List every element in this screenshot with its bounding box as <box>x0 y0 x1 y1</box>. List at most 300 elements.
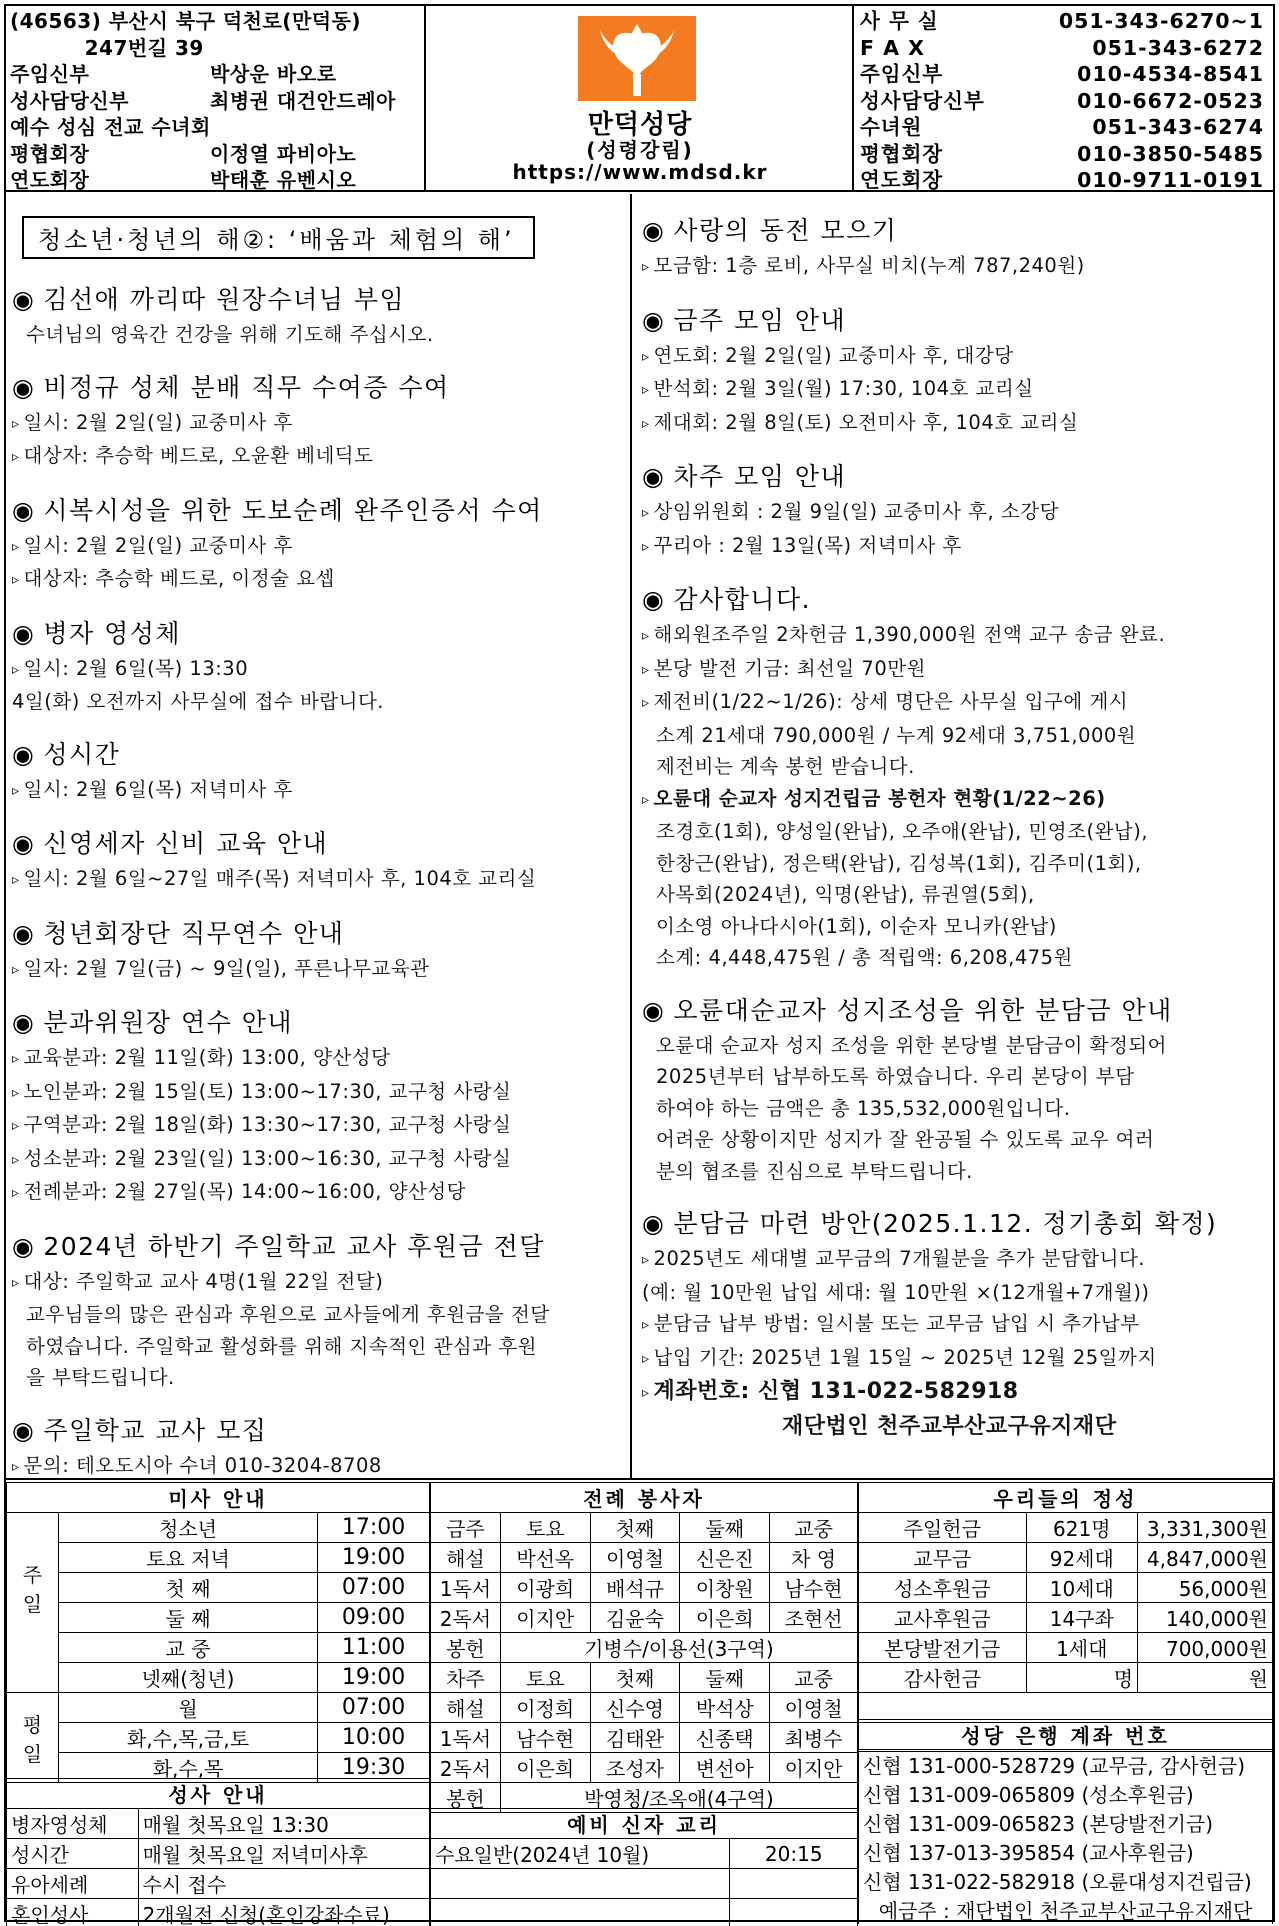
notice-section <box>642 992 1273 1198</box>
mass-name: 화,수,목 <box>58 1753 317 1783</box>
section-line <box>12 407 630 441</box>
liturgy-cell: 1독서 <box>431 1573 501 1603</box>
line-text: 문의: 테오도시아 수녀 010-3204-8708 <box>23 1453 382 1477</box>
blank-cell <box>431 1898 730 1926</box>
notice-section <box>12 1228 630 1404</box>
liturgy-cell: 둘째 <box>680 1513 770 1543</box>
line-text: (예: 월 10만원 납입 세대: 월 10만원 ×(12개월+7개월)) <box>642 1280 1150 1304</box>
offering-count: 14구좌 <box>1026 1603 1138 1633</box>
header-left-info <box>6 6 426 192</box>
triangle-right-icon: ▹ <box>12 782 20 799</box>
triangle-right-icon: ▹ <box>12 1151 20 1168</box>
liturgy-cell: 이지안 <box>770 1753 858 1783</box>
liturgy-cell: 토요 <box>500 1663 590 1693</box>
weekday-label: 평 일 <box>7 1693 59 1783</box>
section-title <box>642 458 1273 496</box>
section-gap <box>642 1444 1273 1454</box>
mass-row <box>7 1693 430 1723</box>
liturgy-cell: 2독서 <box>431 1603 501 1633</box>
mass-name: 월 <box>58 1693 317 1723</box>
section-gap <box>12 351 630 361</box>
sacrament-title: 성사 안내 <box>7 1779 430 1809</box>
liturgy-cell: 변선아 <box>680 1753 770 1783</box>
section-gap <box>12 1210 630 1220</box>
contact-label: 주임신부 <box>860 62 944 86</box>
notice-section <box>642 581 1273 984</box>
section-title-text: 금주 모임 안내 <box>673 305 847 335</box>
liturgy-cell: 조현선 <box>770 1603 858 1633</box>
contact-label: F A X <box>860 35 925 60</box>
mass-row <box>7 1543 430 1573</box>
section-line <box>642 496 1273 530</box>
notice-section <box>12 281 630 361</box>
section-gap <box>642 1187 1273 1197</box>
blank-cell <box>431 1869 730 1899</box>
section-title <box>12 615 630 653</box>
header-info-row <box>10 114 424 141</box>
section-line <box>12 1450 630 1481</box>
header-info-row <box>10 141 424 168</box>
sacrament-detail: 매월 첫목요일 13:30 <box>138 1809 429 1839</box>
section-line <box>642 879 1273 911</box>
mass-time: 19:30 <box>318 1753 430 1783</box>
line-text: 일자: 2월 7일(금) ~ 9일(일), 푸른나무교육관 <box>23 956 430 980</box>
line-text: 하여야 하는 금액은 총 135,532,000원입니다. <box>656 1096 1071 1120</box>
section-title-text: 신영세자 신비 교육 안내 <box>43 829 329 858</box>
notice-section <box>12 1412 630 1481</box>
sacrament-row <box>7 1899 430 1926</box>
offering-category: 교무금 <box>859 1543 1027 1573</box>
bank-row <box>859 1808 1273 1837</box>
section-line <box>642 530 1273 564</box>
sunday-label: 주 일 <box>7 1513 59 1663</box>
section-line <box>12 1042 630 1076</box>
liturgy-table <box>430 1482 858 1813</box>
mass-row <box>7 1513 430 1543</box>
bank-account: 신협 131-022-582918 (오륜대성지건립금) <box>859 1866 1273 1895</box>
catechism-time: 20:15 <box>730 1839 858 1869</box>
catechism-table <box>430 1808 858 1926</box>
sacrament-name: 성시간 <box>7 1839 139 1869</box>
liturgy-cell: 이영철 <box>590 1543 680 1573</box>
mass-title: 미사 안내 <box>7 1483 430 1513</box>
header-info-row <box>10 61 424 88</box>
line-text: 전례분과: 2월 27일(목) 14:00~16:00, 양산성당 <box>23 1180 466 1203</box>
bulletin-body <box>6 194 1273 1480</box>
line-text: 대상자: 추승학 베드로, 이정술 요셉 <box>23 567 335 590</box>
contact-phone: 010-9711-0191 <box>1077 168 1264 192</box>
circled-dot-icon: ◉ <box>12 739 36 769</box>
liturgy-cell: 둘째 <box>680 1663 770 1693</box>
offering-category: 본당발전기금 <box>859 1633 1027 1663</box>
bank-header-row <box>859 1720 1273 1750</box>
line-text: 재단법인 천주교부산교구유지재단 <box>782 1414 1117 1439</box>
section-title-text: 주일학교 교사 모집 <box>43 1415 268 1445</box>
circled-dot-icon: ◉ <box>12 918 36 948</box>
header-info-label: 연도회장 <box>10 168 90 192</box>
catechism-header-row <box>431 1809 858 1839</box>
line-text: 계좌번호: 신협 131-022-582918 <box>653 1379 1019 1404</box>
section-title-text: 김선애 까리따 원장수녀님 부임 <box>43 285 406 314</box>
contact-phone: 051-343-6270~1 <box>1058 9 1264 33</box>
offering-table <box>858 1482 1273 1752</box>
liturgy-cell: 신종택 <box>680 1723 770 1753</box>
mass-time: 07:00 <box>318 1693 430 1723</box>
line-text: 성소분과: 2월 23일(일) 13:00~16:30, 교구청 사랑실 <box>23 1146 512 1170</box>
notice-section <box>12 825 630 907</box>
section-line <box>642 373 1273 407</box>
mass-time: 19:00 <box>318 1543 430 1573</box>
liturgy-row <box>431 1633 858 1663</box>
liturgy-cell: 박석상 <box>680 1693 770 1723</box>
offering-category: 교사후원금 <box>859 1603 1027 1633</box>
mass-row <box>7 1723 430 1753</box>
offering-category: 성소후원금 <box>859 1573 1027 1603</box>
section-line <box>642 407 1273 441</box>
line-text: 수녀님의 영육간 건강을 위해 기도해 주십시오. <box>26 323 434 346</box>
line-text: 교우님들의 많은 관심과 후원으로 교사들에게 후원금을 전달 <box>26 1303 550 1326</box>
line-text: 어려운 상황이지만 성지가 잘 완공될 수 있도록 교우 여러 <box>656 1128 1155 1151</box>
offering-title: 우리들의 정성 <box>859 1483 1273 1513</box>
header-info-value: 박상운 바오로 <box>210 62 337 86</box>
sacrament-detail: 2개월전 신청(혼인강좌수료) <box>138 1899 429 1926</box>
section-title <box>12 736 630 774</box>
offering-row <box>859 1573 1273 1603</box>
liturgy-cell: 박영청/조옥애(4구역) <box>500 1783 857 1813</box>
section-title-text: 차주 모임 안내 <box>673 462 847 491</box>
section-title <box>642 581 1273 619</box>
sacrament-row <box>7 1869 430 1899</box>
triangle-right-icon: ▹ <box>12 415 20 432</box>
line-text: 을 부탁드립니다. <box>26 1366 175 1389</box>
triangle-right-icon: ▹ <box>642 538 650 555</box>
section-line <box>642 1093 1273 1125</box>
liturgy-cell: 봉헌 <box>431 1633 501 1663</box>
header-contact-row <box>860 167 1273 194</box>
circled-dot-icon: ◉ <box>12 618 36 648</box>
liturgy-cell: 2독서 <box>431 1753 501 1783</box>
parish-subtitle: (성령강림) <box>586 138 694 162</box>
offering-count: 1세대 <box>1026 1633 1138 1663</box>
circled-dot-icon: ◉ <box>12 829 36 858</box>
triangle-right-icon: ▹ <box>12 1458 20 1475</box>
triangle-right-icon: ▹ <box>642 1350 650 1367</box>
liturgy-cell: 토요 <box>500 1513 590 1543</box>
section-gap <box>12 1394 630 1404</box>
triangle-right-icon: ▹ <box>12 572 20 588</box>
liturgy-cell: 남수현 <box>500 1723 590 1753</box>
liturgy-cell: 박선옥 <box>500 1543 590 1573</box>
line-text: 일시: 2월 6일~27일 매주(목) 저녁미사 후, 104호 교리실 <box>23 867 537 890</box>
contact-phone: 051-343-6272 <box>1092 35 1264 60</box>
offering-row <box>859 1633 1273 1663</box>
offering-count: 10세대 <box>1026 1573 1138 1603</box>
header-info-value: 박태훈 유벤시오 <box>210 168 357 192</box>
mass-name: 둘 째 <box>58 1603 317 1633</box>
section-gap <box>642 563 1273 573</box>
section-title <box>642 1205 1273 1243</box>
line-text: 교육분과: 2월 11일(화) 13:00, 양산성당 <box>23 1046 391 1069</box>
line-text: 4일(화) 오전까지 사무실에 접수 바랍니다. <box>12 690 385 713</box>
mass-row <box>7 1603 430 1633</box>
line-text: 해외원조주일 2차헌금 1,390,000원 전액 교구 송금 완료. <box>653 623 1166 646</box>
section-title-text: 병자 영성체 <box>43 618 182 648</box>
offering-row <box>859 1603 1273 1633</box>
section-title-text: 오륜대순교자 성지조성을 위한 분담금 안내 <box>673 995 1173 1025</box>
catechism-title: 예비 신자 교리 <box>431 1809 858 1839</box>
liturgy-row <box>431 1693 858 1723</box>
parish-name: 만덕성당 <box>587 110 693 140</box>
mass-name: 첫 째 <box>58 1573 317 1603</box>
blank-cell <box>730 1869 858 1899</box>
section-line <box>642 1124 1273 1156</box>
section-title <box>12 281 630 319</box>
header-contact-row <box>860 141 1273 168</box>
section-line <box>642 720 1273 752</box>
liturgy-cell: 첫째 <box>590 1663 680 1693</box>
section-line <box>642 250 1273 284</box>
header-info-label: 예수 성심 전교 수녀회 <box>10 115 211 139</box>
liturgy-cell: 이정희 <box>500 1693 590 1723</box>
header-info-label: 247번길 39 <box>10 35 204 60</box>
bank-title: 성당 은행 계좌 번호 <box>859 1720 1273 1750</box>
offering-amount: 700,000원 <box>1138 1633 1273 1663</box>
triangle-right-icon: ▹ <box>12 1185 20 1201</box>
catechism-blank-row <box>431 1898 858 1926</box>
liturgy-cell: 교중 <box>770 1513 858 1543</box>
bank-account-table <box>858 1719 1273 1924</box>
section-title <box>12 825 630 863</box>
header-info-row <box>10 8 424 35</box>
circled-dot-icon: ◉ <box>642 305 666 335</box>
mass-row <box>7 1633 430 1663</box>
notice-section <box>12 736 630 818</box>
catechism-class: 수요일반(2024년 10월) <box>431 1839 730 1869</box>
mass-time: 11:00 <box>318 1633 430 1663</box>
header-info-label: (46563) 부산시 북구 덕천로(만덕동) <box>10 9 362 33</box>
header-contact-row <box>860 114 1273 141</box>
line-text: 일시: 2월 6일(목) 저녁미사 후 <box>23 777 293 801</box>
triangle-right-icon: ▹ <box>12 661 20 678</box>
mass-name: 토요 저녁 <box>58 1543 317 1573</box>
header-info-value: 이정열 파비아노 <box>210 141 357 166</box>
bank-account: 신협 137-013-395854 (교사후원금) <box>859 1837 1273 1866</box>
offering-row <box>859 1663 1273 1693</box>
bank-row <box>859 1750 1273 1780</box>
offering-amount: 원 <box>1138 1663 1273 1693</box>
section-title-text: 비정규 성체 분배 직무 수여증 수여 <box>43 372 450 402</box>
offering-blank-row <box>859 1693 1273 1723</box>
section-gap <box>12 474 630 484</box>
liturgy-cell: 교중 <box>770 1663 858 1693</box>
header-info-label: 평협회장 <box>10 141 90 166</box>
notice-section <box>642 302 1273 451</box>
notice-section <box>12 615 630 728</box>
line-text: 대상자: 추승학 베드로, 오윤환 베네딕도 <box>23 444 374 467</box>
section-line <box>12 440 630 474</box>
catechism-row <box>431 1839 858 1869</box>
line-text: 소계: 4,448,475원 / 총 적립액: 6,208,475원 <box>656 946 1073 969</box>
triangle-right-icon: ▹ <box>642 415 650 432</box>
sacrament-name: 병자영성체 <box>7 1809 139 1839</box>
section-line <box>12 686 630 718</box>
contact-phone: 010-3850-5485 <box>1077 141 1264 166</box>
bank-row <box>859 1895 1273 1924</box>
section-title <box>642 302 1273 340</box>
offering-amount: 3,331,300원 <box>1138 1513 1273 1543</box>
triangle-right-icon: ▹ <box>642 791 650 808</box>
line-text: 대상: 주일학교 교사 4명(1월 22일 전달) <box>23 1269 384 1293</box>
section-gap <box>642 440 1273 450</box>
sacrament-row <box>7 1839 430 1869</box>
triangle-right-icon: ▹ <box>12 1118 20 1134</box>
section-line <box>12 319 630 351</box>
triangle-right-icon: ▹ <box>12 1084 20 1101</box>
bank-row <box>859 1866 1273 1895</box>
line-text: 2025년부터 납부하도록 하였습니다. 우리 본당이 부담 <box>656 1065 1135 1088</box>
mass-time: 09:00 <box>318 1603 430 1633</box>
liturgy-cell: 이지안 <box>500 1603 590 1633</box>
header-info-label: 주임신부 <box>10 62 90 86</box>
parish-url-link[interactable]: https://www.mdsd.kr <box>512 160 768 184</box>
liturgy-cell: 이광희 <box>500 1573 590 1603</box>
mass-name: 청소년 <box>58 1513 317 1543</box>
section-gap <box>642 974 1273 984</box>
header-contact-row <box>860 8 1273 35</box>
mass-name: 넷째(청년) <box>58 1663 317 1693</box>
line-text: 제대회: 2월 8일(토) 오전미사 후, 104호 교리실 <box>653 410 1079 434</box>
section-line <box>12 1109 630 1143</box>
section-title <box>12 1004 630 1042</box>
liturgy-row <box>431 1513 858 1543</box>
sacrament-row <box>7 1809 430 1839</box>
section-title <box>12 915 630 953</box>
line-text: 2025년도 세대별 교무금의 7개월분을 추가 분담합니다. <box>653 1247 1145 1270</box>
line-text: 분의 협조를 진심으로 부탁드립니다. <box>656 1159 973 1183</box>
liturgy-row <box>431 1603 858 1633</box>
section-line <box>642 1342 1273 1376</box>
liturgy-cell: 김태완 <box>590 1723 680 1753</box>
line-text: 소계 21세대 790,000원 / 누계 92세대 3,751,000원 <box>656 723 1137 747</box>
line-text: 반석회: 2월 3일(월) 17:30, 104호 교리실 <box>653 377 1034 400</box>
section-gap <box>12 718 630 728</box>
section-title <box>12 492 630 530</box>
offering-count: 621명 <box>1026 1513 1138 1543</box>
section-line <box>642 1308 1273 1342</box>
section-line <box>12 1076 630 1110</box>
circled-dot-icon: ◉ <box>12 1008 36 1037</box>
section-line <box>642 1061 1273 1093</box>
section-line <box>642 751 1273 783</box>
header-info-row <box>10 167 424 194</box>
bank-row <box>859 1837 1273 1866</box>
line-text: 납입 기간: 2025년 1월 15일 ~ 2025년 12월 25일까지 <box>653 1345 1157 1369</box>
mass-row <box>7 1663 430 1693</box>
liturgy-row <box>431 1573 858 1603</box>
mass-time: 07:00 <box>318 1573 430 1603</box>
section-title <box>642 212 1273 250</box>
section-line <box>642 911 1273 943</box>
offering-count: 92세대 <box>1026 1543 1138 1573</box>
right-column <box>634 194 1273 1480</box>
contact-label: 평협회장 <box>860 141 944 166</box>
header-info-row <box>10 35 424 62</box>
triangle-right-icon: ▹ <box>642 382 650 398</box>
liturgy-cell: 금주 <box>431 1513 501 1543</box>
header-contact-row <box>860 35 1273 62</box>
notice-section <box>642 1205 1273 1454</box>
line-text: 한창근(완납), 정은택(완납), 김성복(1회), 김주미(1회), <box>656 851 1142 875</box>
liturgy-row <box>431 1753 858 1783</box>
section-title <box>642 992 1273 1030</box>
notice-section <box>12 1004 630 1220</box>
line-text: 제전비(1/22~1/26): 상세 명단은 사무실 입구에 게시 <box>653 690 1129 713</box>
notice-section <box>12 492 630 607</box>
section-line <box>12 563 630 597</box>
mass-row <box>7 1573 430 1603</box>
section-line <box>12 1362 630 1394</box>
section-line <box>642 1156 1273 1188</box>
offering-amount: 4,847,000원 <box>1138 1543 1273 1573</box>
liturgy-row <box>431 1663 858 1693</box>
line-text: 분담금 납부 방법: 일시불 또는 교무금 납입 시 추가납부 <box>653 1312 1140 1335</box>
bulletin-page <box>4 4 1275 1926</box>
liturgy-cell: 해설 <box>431 1693 501 1723</box>
section-line <box>642 1410 1273 1444</box>
line-text: 연도회: 2월 2일(일) 교중미사 후, 대강당 <box>653 343 1014 367</box>
line-text: 사목회(2024년), 익명(완납), 류권열(5회), <box>656 883 1035 906</box>
header-info-row <box>10 88 424 115</box>
circled-dot-icon: ◉ <box>12 285 36 314</box>
offering-amount: 56,000원 <box>1138 1573 1273 1603</box>
circled-dot-icon: ◉ <box>642 995 666 1025</box>
line-text: 제전비는 계속 봉헌 받습니다. <box>656 755 915 778</box>
header-contact-row <box>860 61 1273 88</box>
section-line <box>12 774 630 808</box>
circled-dot-icon: ◉ <box>12 1415 36 1445</box>
notice-section <box>12 369 630 484</box>
triangle-right-icon: ▹ <box>642 505 650 521</box>
theme-banner: 청소년·청년의 해②: ‘배움과 체험의 해’ <box>22 216 535 259</box>
liturgy-cell: 해설 <box>431 1543 501 1573</box>
header-info-label: 성사담당신부 <box>10 88 129 113</box>
liturgy-cell: 이은희 <box>680 1603 770 1633</box>
offering-row <box>859 1543 1273 1573</box>
contact-label: 성사담당신부 <box>860 88 985 113</box>
section-line <box>12 1331 630 1363</box>
section-title-text: 성시간 <box>43 739 121 769</box>
mass-header-row <box>7 1483 430 1513</box>
triangle-right-icon: ▹ <box>642 259 650 275</box>
section-line <box>642 848 1273 880</box>
circled-dot-icon: ◉ <box>642 462 666 491</box>
line-text: 일시: 2월 2일(일) 교중미사 후 <box>23 533 293 557</box>
section-gap <box>12 897 630 907</box>
notice-section <box>12 915 630 997</box>
section-title <box>12 369 630 407</box>
liturgy-cell: 봉헌 <box>431 1783 501 1813</box>
triangle-right-icon: ▹ <box>642 661 650 678</box>
section-line <box>642 653 1273 687</box>
liturgy-cell: 차주 <box>431 1663 501 1693</box>
section-title <box>12 1412 630 1450</box>
section-title-text: 청년회장단 직무연수 안내 <box>43 918 345 948</box>
section-line <box>642 1277 1273 1309</box>
liturgy-cell: 이영철 <box>770 1693 858 1723</box>
section-line <box>642 816 1273 848</box>
section-gap <box>12 807 630 817</box>
contact-phone: 010-4534-8541 <box>1077 62 1264 86</box>
